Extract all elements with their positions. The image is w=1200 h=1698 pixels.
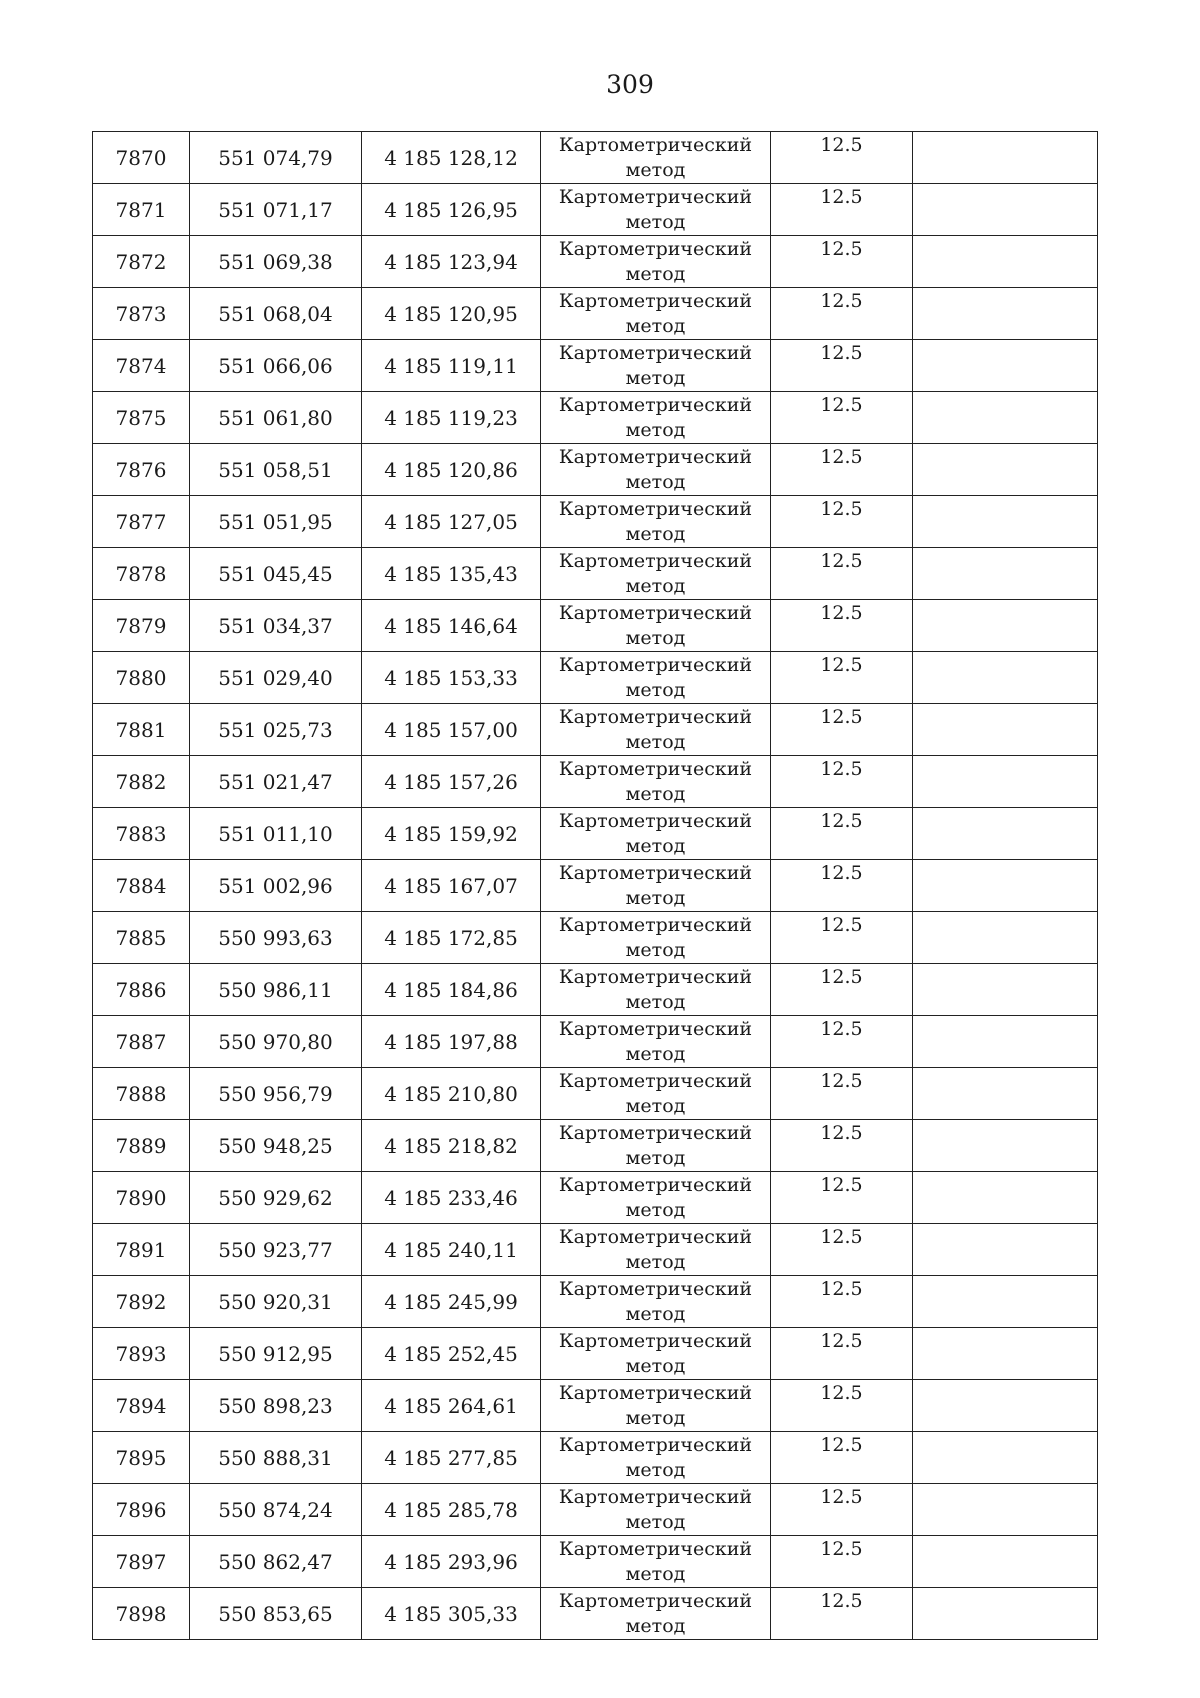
table-row: [93, 756, 1098, 808]
point-number-cell: 7888: [93, 1068, 190, 1120]
accuracy-cell: 12.5: [771, 288, 913, 340]
method-text-line: Картометрический: [558, 1070, 753, 1092]
table-row: [93, 496, 1098, 548]
table-row: [93, 132, 1098, 184]
method-text-line: метод: [625, 939, 686, 961]
y-coordinate-cell: 4 185 210,80: [362, 1068, 541, 1120]
table-row: [93, 1484, 1098, 1536]
x-coordinate-cell: 550 874,24: [190, 1484, 362, 1536]
method-cell: [541, 1276, 771, 1328]
method-cell: [541, 1016, 771, 1068]
x-coordinate-cell: 551 066,06: [190, 340, 362, 392]
y-coordinate-cell: 4 185 128,12: [362, 132, 541, 184]
y-coordinate-cell: 4 185 233,46: [362, 1172, 541, 1224]
method-text-line: метод: [625, 1407, 686, 1429]
x-coordinate-cell: 550 986,11: [190, 964, 362, 1016]
x-coordinate-cell: 550 970,80: [190, 1016, 362, 1068]
method-text-line: Картометрический: [558, 1382, 753, 1404]
table-row: [93, 1068, 1098, 1120]
point-number-cell: 7884: [93, 860, 190, 912]
table-row: [93, 704, 1098, 756]
point-number-cell: 7895: [93, 1432, 190, 1484]
method-cell: [541, 912, 771, 964]
method-cell: [541, 1120, 771, 1172]
method-text-line: Картометрический: [558, 1434, 753, 1456]
y-coordinate-cell: 4 185 120,95: [362, 288, 541, 340]
table-row: [93, 392, 1098, 444]
note-cell: [913, 236, 1098, 288]
table-row: [93, 652, 1098, 704]
x-coordinate-cell: 551 069,38: [190, 236, 362, 288]
method-cell: [541, 808, 771, 860]
y-coordinate-cell: 4 185 157,00: [362, 704, 541, 756]
y-coordinate-cell: 4 185 184,86: [362, 964, 541, 1016]
method-text-line: метод: [625, 1355, 686, 1377]
point-number-cell: 7881: [93, 704, 190, 756]
method-text-line: метод: [625, 1199, 686, 1221]
method-text-line: метод: [625, 315, 686, 337]
method-text-line: Картометрический: [558, 654, 753, 676]
point-number-cell: 7896: [93, 1484, 190, 1536]
method-text-line: Картометрический: [558, 550, 753, 572]
method-text-line: метод: [625, 523, 686, 545]
note-cell: [913, 964, 1098, 1016]
method-text-line: метод: [625, 783, 686, 805]
note-cell: [913, 860, 1098, 912]
note-cell: [913, 808, 1098, 860]
note-cell: [913, 1380, 1098, 1432]
x-coordinate-cell: 550 853,65: [190, 1588, 362, 1640]
method-text-line: Картометрический: [558, 758, 753, 780]
method-text-line: метод: [625, 1563, 686, 1585]
x-coordinate-cell: 550 912,95: [190, 1328, 362, 1380]
page-number: 309: [606, 70, 654, 99]
method-cell: [541, 444, 771, 496]
x-coordinate-cell: 551 045,45: [190, 548, 362, 600]
method-text-line: метод: [625, 1043, 686, 1065]
method-text-line: Картометрический: [558, 1330, 753, 1352]
point-number-cell: 7890: [93, 1172, 190, 1224]
method-cell: [541, 1380, 771, 1432]
table-row: [93, 860, 1098, 912]
point-number-cell: 7887: [93, 1016, 190, 1068]
table-row: [93, 548, 1098, 600]
accuracy-cell: 12.5: [771, 1380, 913, 1432]
accuracy-cell: 12.5: [771, 392, 913, 444]
accuracy-cell: 12.5: [771, 184, 913, 236]
method-text-line: метод: [625, 991, 686, 1013]
x-coordinate-cell: 550 862,47: [190, 1536, 362, 1588]
point-number-cell: 7885: [93, 912, 190, 964]
accuracy-cell: 12.5: [771, 496, 913, 548]
method-text-line: Картометрический: [558, 1226, 753, 1248]
method-cell: [541, 1068, 771, 1120]
note-cell: [913, 392, 1098, 444]
method-text-line: метод: [625, 887, 686, 909]
accuracy-cell: 12.5: [771, 704, 913, 756]
method-text-line: метод: [625, 575, 686, 597]
method-text-line: метод: [625, 159, 686, 181]
x-coordinate-cell: 551 029,40: [190, 652, 362, 704]
table-row: [93, 1588, 1098, 1640]
accuracy-cell: 12.5: [771, 444, 913, 496]
point-number-cell: 7894: [93, 1380, 190, 1432]
y-coordinate-cell: 4 185 245,99: [362, 1276, 541, 1328]
note-cell: [913, 444, 1098, 496]
table-row: [93, 1432, 1098, 1484]
y-coordinate-cell: 4 185 153,33: [362, 652, 541, 704]
note-cell: [913, 1432, 1098, 1484]
y-coordinate-cell: 4 185 305,33: [362, 1588, 541, 1640]
note-cell: [913, 704, 1098, 756]
note-cell: [913, 1328, 1098, 1380]
method-cell: [541, 1172, 771, 1224]
table-row: [93, 288, 1098, 340]
y-coordinate-cell: 4 185 123,94: [362, 236, 541, 288]
accuracy-cell: 12.5: [771, 600, 913, 652]
x-coordinate-cell: 551 074,79: [190, 132, 362, 184]
point-number-cell: 7872: [93, 236, 190, 288]
table-row: [93, 444, 1098, 496]
method-text-line: Картометрический: [558, 810, 753, 832]
method-cell: [541, 860, 771, 912]
method-text-line: метод: [625, 419, 686, 441]
method-cell: [541, 964, 771, 1016]
x-coordinate-cell: 551 034,37: [190, 600, 362, 652]
method-cell: [541, 652, 771, 704]
x-coordinate-cell: 551 061,80: [190, 392, 362, 444]
point-number-cell: 7875: [93, 392, 190, 444]
method-text-line: метод: [625, 471, 686, 493]
method-text-line: Картометрический: [558, 1590, 753, 1612]
point-number-cell: 7886: [93, 964, 190, 1016]
x-coordinate-cell: 551 058,51: [190, 444, 362, 496]
note-cell: [913, 288, 1098, 340]
accuracy-cell: 12.5: [771, 236, 913, 288]
method-text-line: метод: [625, 679, 686, 701]
y-coordinate-cell: 4 185 197,88: [362, 1016, 541, 1068]
point-number-cell: 7891: [93, 1224, 190, 1276]
method-text-line: Картометрический: [558, 602, 753, 624]
point-number-cell: 7870: [93, 132, 190, 184]
accuracy-cell: 12.5: [771, 132, 913, 184]
accuracy-cell: 12.5: [771, 340, 913, 392]
coordinates-table-body: [93, 132, 1098, 1640]
table-row: [93, 964, 1098, 1016]
method-cell: [541, 1484, 771, 1536]
method-text-line: Картометрический: [558, 966, 753, 988]
method-text-line: Картометрический: [558, 342, 753, 364]
note-cell: [913, 1276, 1098, 1328]
method-text-line: Картометрический: [558, 134, 753, 156]
accuracy-cell: 12.5: [771, 1068, 913, 1120]
table-row: [93, 1172, 1098, 1224]
method-cell: [541, 1536, 771, 1588]
accuracy-cell: 12.5: [771, 1588, 913, 1640]
y-coordinate-cell: 4 185 126,95: [362, 184, 541, 236]
table-row: [93, 1380, 1098, 1432]
table-row: [93, 184, 1098, 236]
method-cell: [541, 600, 771, 652]
x-coordinate-cell: 550 929,62: [190, 1172, 362, 1224]
method-cell: [541, 132, 771, 184]
x-coordinate-cell: 550 888,31: [190, 1432, 362, 1484]
method-text-line: Картометрический: [558, 1538, 753, 1560]
accuracy-cell: 12.5: [771, 1484, 913, 1536]
table-row: [93, 600, 1098, 652]
accuracy-cell: 12.5: [771, 756, 913, 808]
accuracy-cell: 12.5: [771, 1172, 913, 1224]
y-coordinate-cell: 4 185 293,96: [362, 1536, 541, 1588]
method-cell: [541, 1224, 771, 1276]
y-coordinate-cell: 4 185 240,11: [362, 1224, 541, 1276]
point-number-cell: 7897: [93, 1536, 190, 1588]
method-text-line: Картометрический: [558, 1122, 753, 1144]
accuracy-cell: 12.5: [771, 1224, 913, 1276]
point-number-cell: 7871: [93, 184, 190, 236]
method-cell: [541, 1588, 771, 1640]
method-cell: [541, 1328, 771, 1380]
point-number-cell: 7873: [93, 288, 190, 340]
note-cell: [913, 1172, 1098, 1224]
method-text-line: Картометрический: [558, 394, 753, 416]
accuracy-cell: 12.5: [771, 912, 913, 964]
note-cell: [913, 1016, 1098, 1068]
note-cell: [913, 756, 1098, 808]
y-coordinate-cell: 4 185 127,05: [362, 496, 541, 548]
accuracy-cell: 12.5: [771, 860, 913, 912]
method-text-line: Картометрический: [558, 706, 753, 728]
table-row: [93, 1536, 1098, 1588]
x-coordinate-cell: 550 956,79: [190, 1068, 362, 1120]
y-coordinate-cell: 4 185 157,26: [362, 756, 541, 808]
note-cell: [913, 1484, 1098, 1536]
y-coordinate-cell: 4 185 218,82: [362, 1120, 541, 1172]
method-text-line: Картометрический: [558, 498, 753, 520]
method-cell: [541, 392, 771, 444]
method-text-line: метод: [625, 263, 686, 285]
x-coordinate-cell: 550 923,77: [190, 1224, 362, 1276]
method-text-line: метод: [625, 1251, 686, 1273]
method-text-line: метод: [625, 211, 686, 233]
method-text-line: Картометрический: [558, 1278, 753, 1300]
method-text-line: Картометрический: [558, 446, 753, 468]
method-cell: [541, 288, 771, 340]
note-cell: [913, 600, 1098, 652]
note-cell: [913, 1536, 1098, 1588]
y-coordinate-cell: 4 185 119,23: [362, 392, 541, 444]
y-coordinate-cell: 4 185 277,85: [362, 1432, 541, 1484]
y-coordinate-cell: 4 185 119,11: [362, 340, 541, 392]
note-cell: [913, 184, 1098, 236]
x-coordinate-cell: 551 011,10: [190, 808, 362, 860]
method-text-line: Картометрический: [558, 914, 753, 936]
method-cell: [541, 704, 771, 756]
method-cell: [541, 548, 771, 600]
method-text-line: Картометрический: [558, 290, 753, 312]
x-coordinate-cell: 551 051,95: [190, 496, 362, 548]
table-row: [93, 1224, 1098, 1276]
accuracy-cell: 12.5: [771, 1432, 913, 1484]
method-text-line: Картометрический: [558, 238, 753, 260]
y-coordinate-cell: 4 185 167,07: [362, 860, 541, 912]
method-cell: [541, 1432, 771, 1484]
method-text-line: метод: [625, 1459, 686, 1481]
method-text-line: Картометрический: [558, 1174, 753, 1196]
method-cell: [541, 340, 771, 392]
note-cell: [913, 1068, 1098, 1120]
note-cell: [913, 1588, 1098, 1640]
point-number-cell: 7874: [93, 340, 190, 392]
point-number-cell: 7878: [93, 548, 190, 600]
x-coordinate-cell: 551 071,17: [190, 184, 362, 236]
method-cell: [541, 496, 771, 548]
note-cell: [913, 1120, 1098, 1172]
y-coordinate-cell: 4 185 285,78: [362, 1484, 541, 1536]
accuracy-cell: 12.5: [771, 964, 913, 1016]
table-row: [93, 808, 1098, 860]
method-text-line: метод: [625, 731, 686, 753]
y-coordinate-cell: 4 185 264,61: [362, 1380, 541, 1432]
point-number-cell: 7880: [93, 652, 190, 704]
x-coordinate-cell: 550 993,63: [190, 912, 362, 964]
point-number-cell: 7889: [93, 1120, 190, 1172]
coordinates-table: [92, 131, 1098, 1640]
accuracy-cell: 12.5: [771, 1536, 913, 1588]
point-number-cell: 7879: [93, 600, 190, 652]
table-row: [93, 236, 1098, 288]
x-coordinate-cell: 550 898,23: [190, 1380, 362, 1432]
method-text-line: Картометрический: [558, 186, 753, 208]
point-number-cell: 7883: [93, 808, 190, 860]
accuracy-cell: 12.5: [771, 1328, 913, 1380]
accuracy-cell: 12.5: [771, 1016, 913, 1068]
y-coordinate-cell: 4 185 159,92: [362, 808, 541, 860]
x-coordinate-cell: 550 948,25: [190, 1120, 362, 1172]
x-coordinate-cell: 551 021,47: [190, 756, 362, 808]
method-text-line: метод: [625, 1147, 686, 1169]
y-coordinate-cell: 4 185 135,43: [362, 548, 541, 600]
y-coordinate-cell: 4 185 120,86: [362, 444, 541, 496]
table-row: [93, 1120, 1098, 1172]
accuracy-cell: 12.5: [771, 808, 913, 860]
point-number-cell: 7882: [93, 756, 190, 808]
method-text-line: метод: [625, 627, 686, 649]
x-coordinate-cell: 551 025,73: [190, 704, 362, 756]
x-coordinate-cell: 551 068,04: [190, 288, 362, 340]
x-coordinate-cell: 551 002,96: [190, 860, 362, 912]
note-cell: [913, 1224, 1098, 1276]
method-text-line: метод: [625, 1511, 686, 1533]
table-row: [93, 1016, 1098, 1068]
accuracy-cell: 12.5: [771, 652, 913, 704]
method-cell: [541, 236, 771, 288]
method-text-line: метод: [625, 1615, 686, 1637]
method-text-line: Картометрический: [558, 862, 753, 884]
x-coordinate-cell: 550 920,31: [190, 1276, 362, 1328]
table-row: [93, 1328, 1098, 1380]
method-cell: [541, 184, 771, 236]
method-text-line: метод: [625, 1095, 686, 1117]
note-cell: [913, 548, 1098, 600]
y-coordinate-cell: 4 185 172,85: [362, 912, 541, 964]
accuracy-cell: 12.5: [771, 1120, 913, 1172]
method-cell: [541, 756, 771, 808]
note-cell: [913, 132, 1098, 184]
note-cell: [913, 340, 1098, 392]
note-cell: [913, 652, 1098, 704]
table-row: [93, 340, 1098, 392]
accuracy-cell: 12.5: [771, 548, 913, 600]
method-text-line: метод: [625, 835, 686, 857]
method-text-line: Картометрический: [558, 1486, 753, 1508]
point-number-cell: 7898: [93, 1588, 190, 1640]
method-text-line: метод: [625, 367, 686, 389]
point-number-cell: 7892: [93, 1276, 190, 1328]
point-number-cell: 7893: [93, 1328, 190, 1380]
y-coordinate-cell: 4 185 146,64: [362, 600, 541, 652]
table-row: [93, 912, 1098, 964]
accuracy-cell: 12.5: [771, 1276, 913, 1328]
method-text-line: Картометрический: [558, 1018, 753, 1040]
y-coordinate-cell: 4 185 252,45: [362, 1328, 541, 1380]
point-number-cell: 7877: [93, 496, 190, 548]
method-text-line: метод: [625, 1303, 686, 1325]
point-number-cell: 7876: [93, 444, 190, 496]
note-cell: [913, 496, 1098, 548]
table-row: [93, 1276, 1098, 1328]
note-cell: [913, 912, 1098, 964]
